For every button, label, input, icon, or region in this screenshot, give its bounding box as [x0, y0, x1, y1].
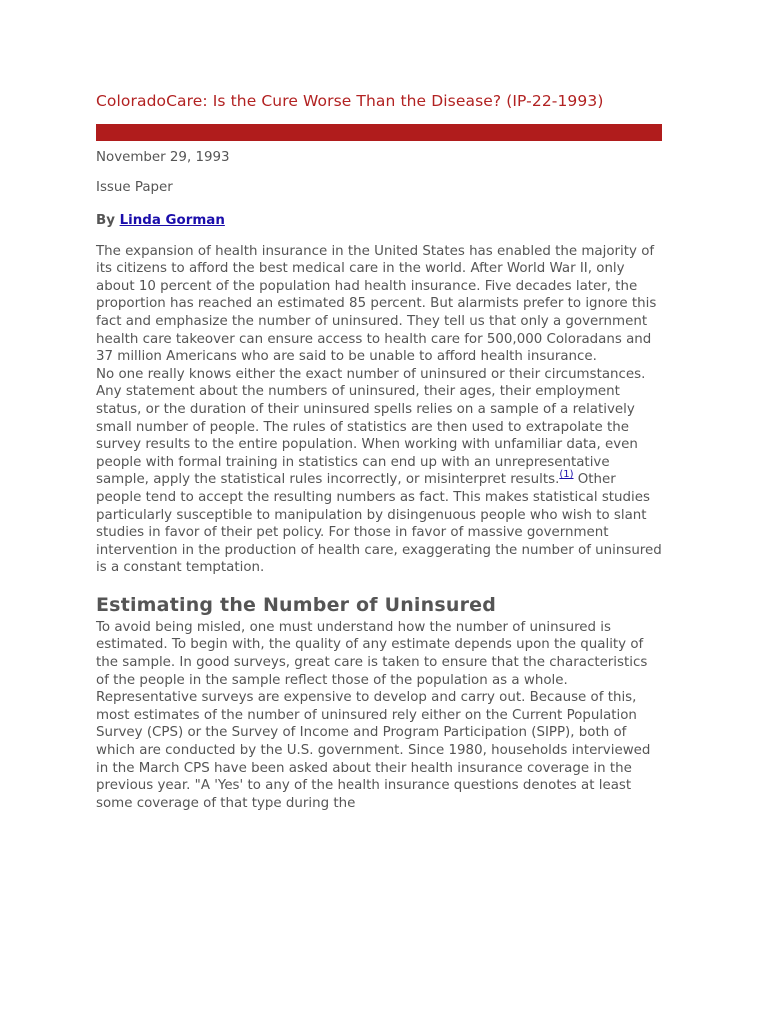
- title-divider: [96, 124, 662, 141]
- byline: [96, 212, 662, 229]
- footnote-link[interactable]: (1): [559, 469, 574, 481]
- paragraph-text: No one really knows either the exact number of uninsured or their circumstances. Any statement about the numbers of uninsured, their ages, their employment status, or the duration of their uninsured spells relies on a sample of a relatively small number of people. The rules of statistics are then used to extrapolate the survey results to the entire population. When working with unfamiliar data, even people with formal training in statistics can end up with an unrepresentative sample, apply the statistical rules incorrectly, or misinterpret results.: [96, 366, 646, 488]
- paragraph: To avoid being misled, one must understand how the number of uninsured is estimated. To begin with, the quality of any estimate depends upon the quality of the sample. In good surveys, great care is taken to ensure that the characteristics of the people in the sample reflect those of the population as a whole.: [96, 619, 648, 688]
- article-title: ColoradoCare: Is the Cure Worse Than the Disease? (IP-22-1993): [96, 92, 604, 110]
- byline-label: By: [96, 212, 120, 228]
- article: [96, 88, 662, 812]
- publication-date: November 29, 1993: [96, 150, 230, 165]
- author-link[interactable]: Linda Gorman: [119, 212, 225, 228]
- paragraph-text: Other people tend to accept the resulting numbers as fact. This makes statistical studies particularly susceptible to manipulation by disingenuous people who wish to slant studies in favor of their pet policy. For those in favor of massive government intervention in the production of health care, exaggerating the number of uninsured is a constant temptation.: [96, 472, 662, 576]
- paragraph: The expansion of health insurance in the United States has enabled the majority of its citizens to afford the best medical care in the world. After World War II, only about 10 percent of the population had health insurance. Five decades later, the proportion has reached an estimated 85 percent. But alarmists prefer to ignore this fact and emphasize the number of uninsured. They tell us that only a government health care takeover can ensure access to health care for 500,000 Coloradans and 37 million Americans who are said to be unable to afford health insurance.: [96, 243, 657, 365]
- paragraph: Representative surveys are expensive to develop and carry out. Because of this, most estimates of the number of uninsured rely either on the Current Population Survey (CPS) or the Survey of Income and Program Participation (SIPP), both of which are conducted by the U.S. government. Since 1980, households interviewed in the March CPS have been asked about their health insurance coverage in the previous year. "A 'Yes' to any of the health insurance questions denotes at least some coverage of that type during the: [96, 690, 651, 811]
- section-heading: Estimating the Number of Uninsured: [96, 593, 497, 616]
- document-type: Issue Paper: [96, 180, 173, 196]
- paragraph: [96, 366, 662, 577]
